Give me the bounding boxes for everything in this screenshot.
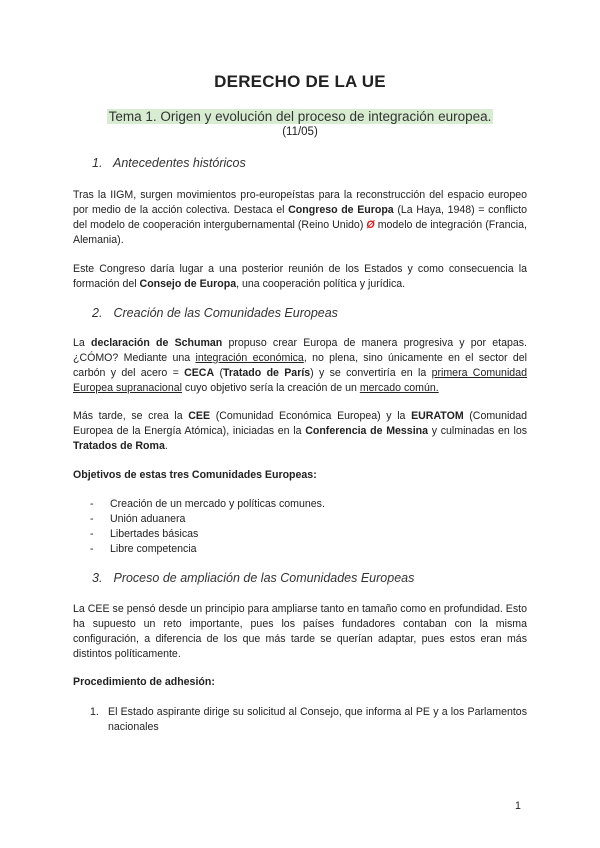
text-run: Más tarde, se crea la	[73, 410, 189, 422]
list-dash: -	[90, 528, 94, 540]
paragraph-ampliacion: La CEE se pensó desde un principio para ampliarse tanto en tamaño como en profundidad. Esto ha supuesto un reto importante, pues los países fundadores contaban con la misma configuración, a diferencia de los que más tarde se querían adaptar, pues estos eran más distintos políticamente.	[73, 603, 527, 660]
subtitle-wrap	[0, 108, 600, 126]
section-title: Creación de las Comunidades Europeas	[113, 306, 338, 320]
list-dash: -	[90, 513, 94, 525]
page-number: 1	[515, 800, 521, 812]
list-number: 1.	[90, 706, 99, 718]
text-run-underline: primera Comunidad Europea supranacional	[73, 367, 527, 394]
list-dash: -	[90, 498, 94, 510]
text-run: Tras la IIGM, surgen movimientos pro-europeístas para la reconstrucción del espacio europeo por medio de la acción colectiva. Destaca el	[73, 189, 527, 216]
list-item-text: Creación de un mercado y políticas comunes.	[110, 498, 325, 510]
objectives-list	[90, 497, 325, 557]
document-date: (11/05)	[282, 126, 318, 138]
text-run: y culminadas en los	[428, 425, 528, 437]
list-item-text: Unión aduanera	[110, 513, 186, 525]
text-run: propuso crear Europa de manera progresiva y por etapas. ¿CÓMO? Mediante una	[73, 337, 527, 364]
text-run-bold: CEE	[188, 410, 211, 422]
section-number: 3.	[92, 571, 103, 585]
section-heading-3	[92, 571, 414, 585]
text-run-bold: declaración de Schuman	[90, 337, 223, 349]
text-run-underline: mercado común.	[359, 382, 439, 394]
text-run: Este Congreso daría lugar a una posterior reunión de los Estados y como consecuencia la formación del	[73, 263, 527, 290]
document-title: DERECHO DE LA UE	[214, 72, 386, 91]
paragraph-schuman	[73, 336, 527, 396]
list-item-text: El Estado aspirante dirige su solicitud al Consejo, que informa al PE y a los Parlamentos nacionales	[108, 706, 527, 733]
text-run: (	[214, 367, 223, 379]
text-run-underline: integración económica	[195, 352, 304, 364]
text-run-bold: CECA	[184, 367, 215, 379]
paragraph-antecedentes	[73, 188, 527, 248]
list-item	[90, 542, 325, 557]
section-title: Proceso de ampliación de las Comunidades Europeas	[113, 571, 415, 585]
paragraph-cee-euratom	[73, 409, 527, 454]
procedure-list-item	[90, 705, 527, 735]
section-title: Antecedentes históricos	[113, 156, 246, 170]
text-run: modelo de integración (Francia, Alemania).	[73, 219, 527, 246]
list-item-text: Libertades básicas	[110, 528, 199, 540]
section-heading-2	[92, 306, 338, 320]
text-run: cuyo objetivo sería la creación de un	[181, 382, 360, 394]
section-number: 2.	[92, 306, 103, 320]
procedure-heading: Procedimiento de adhesión:	[73, 676, 215, 688]
list-item	[90, 512, 325, 527]
objectives-heading: Objetivos de estas tres Comunidades Europeas:	[73, 469, 317, 481]
list-item	[90, 497, 325, 512]
text-run-bold: Conferencia de Messina	[305, 425, 428, 437]
text-run: , no plena, sino únicamente en el sector del carbón y del acero =	[73, 352, 528, 379]
text-run: , una cooperación política y jurídica.	[236, 278, 406, 290]
text-run-bold: Consejo de Europa	[139, 278, 237, 290]
list-item	[90, 527, 325, 542]
text-run: ) y se convertiría en la	[310, 367, 432, 379]
text-run-bold: Tratado de París	[222, 367, 311, 379]
list-dash: -	[90, 543, 94, 555]
section-number: 1.	[92, 156, 103, 170]
document-subtitle: Tema 1. Origen y evolución del proceso de integración europea.	[108, 109, 492, 124]
text-run-bold: Tratados de Roma	[73, 440, 165, 452]
empty-set-symbol: Ø	[366, 219, 375, 231]
text-run: (La Haya, 1948) = conflicto del modelo de cooperación intergubernamental (Reino Unido)	[73, 204, 527, 231]
text-run-bold: EURATOM	[411, 410, 464, 422]
section-heading-1	[92, 156, 246, 170]
text-run: La	[73, 337, 91, 349]
text-run: (Comunidad Económica Europea) y la	[210, 410, 412, 422]
paragraph-consejo	[73, 262, 527, 292]
text-run: .	[164, 440, 168, 452]
text-run: (Comunidad Europea de la Energía Atómica), iniciadas en la	[73, 410, 527, 437]
list-item-text: Libre competencia	[110, 543, 197, 555]
text-run-bold: Congreso de Europa	[288, 204, 394, 216]
